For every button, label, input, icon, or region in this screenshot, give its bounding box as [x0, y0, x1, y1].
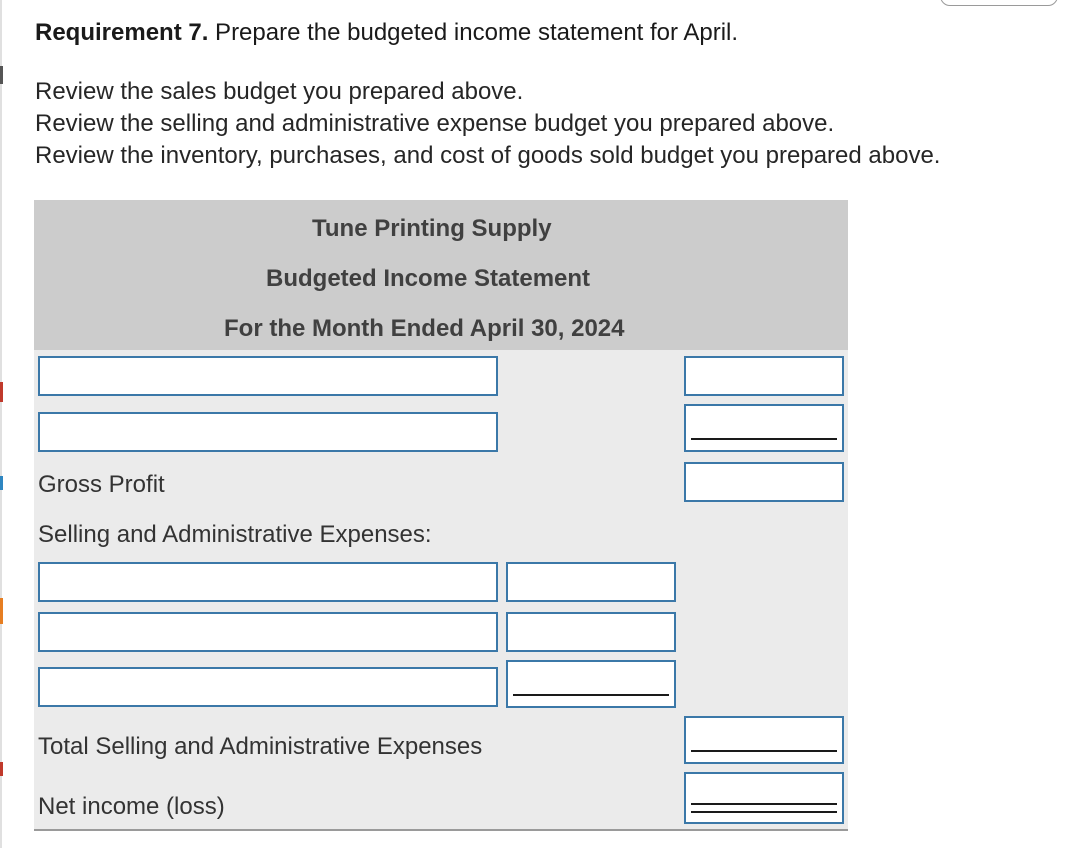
total-sa-expenses-label: Total Selling and Administrative Expenses — [38, 733, 483, 760]
sa-expenses-header: Selling and Administrative Expenses: — [38, 521, 432, 548]
gross-profit-label: Gross Profit — [38, 471, 165, 498]
requirement-heading — [35, 19, 738, 47]
cogs-label-input[interactable] — [38, 412, 498, 452]
sales-label-input[interactable] — [38, 356, 498, 396]
income-statement-table — [34, 200, 848, 831]
statement-period: For the Month Ended April 30, 2024 — [224, 315, 625, 342]
top-right-button[interactable] — [940, 0, 1058, 6]
sa-expense-amount-input[interactable] — [506, 562, 676, 602]
net-income-input[interactable] — [684, 772, 844, 824]
sa-expense-amount-input[interactable] — [506, 660, 676, 708]
requirement-label: Requirement 7. — [35, 19, 209, 46]
sales-amount-input[interactable] — [684, 356, 844, 396]
edge-mark — [0, 476, 3, 490]
left-edge-divider — [0, 0, 2, 848]
sa-expense-amount-input[interactable] — [506, 612, 676, 652]
sa-expense-label-input[interactable] — [38, 562, 498, 602]
net-income-label: Net income (loss) — [38, 793, 225, 820]
edge-mark — [0, 66, 3, 84]
edge-mark — [0, 598, 3, 624]
instruction-sales: Review the sales budget you prepared above. — [35, 78, 524, 105]
sa-expense-label-input[interactable] — [38, 667, 498, 707]
statement-header — [34, 200, 848, 350]
sa-expense-label-input[interactable] — [38, 612, 498, 652]
instruction-selling-admin: Review the selling and administrative expense budget you prepared above. — [35, 110, 835, 137]
cogs-amount-input[interactable] — [684, 404, 844, 452]
company-name: Tune Printing Supply — [312, 215, 552, 242]
requirement-text: Prepare the budgeted income statement for April. — [208, 19, 739, 46]
statement-title: Budgeted Income Statement — [266, 265, 591, 292]
edge-mark — [0, 382, 3, 402]
total-sa-expenses-input[interactable] — [684, 716, 844, 764]
edge-mark — [0, 762, 3, 776]
instruction-inventory: Review the inventory, purchases, and cost of goods sold budget you prepared above. — [35, 142, 941, 169]
gross-profit-input[interactable] — [684, 462, 844, 502]
